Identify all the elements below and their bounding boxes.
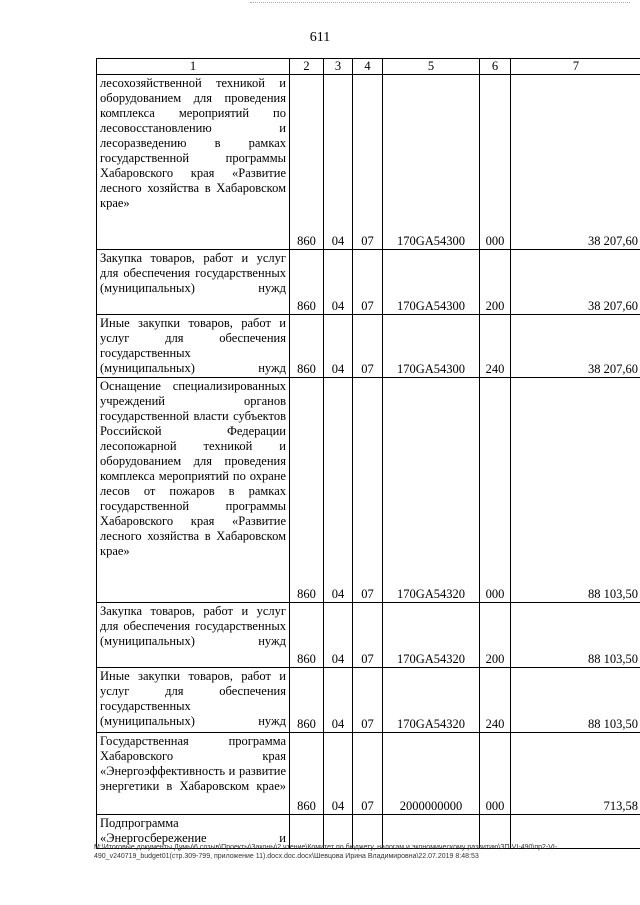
cell-amount: 88 103,50 (511, 378, 640, 603)
col-header: 2 (290, 59, 324, 75)
cell-c5: 170GA54300 (383, 75, 480, 250)
cell-c2: 860 (290, 378, 324, 603)
col-header: 7 (511, 59, 640, 75)
cell-c2: 860 (290, 603, 324, 668)
cell-c4: 07 (353, 378, 383, 603)
row-name: Закупка товаров, работ и услуг для обеспечения государственных (муниципальных) нужд (97, 250, 290, 315)
cell-c2: 860 (290, 668, 324, 733)
table-header-row (97, 59, 640, 75)
col-header: 1 (97, 59, 290, 75)
cell-amount: 38 207,60 (511, 315, 640, 378)
cell-c3: 04 (324, 603, 353, 668)
cell-c3: 04 (324, 733, 353, 815)
cell-c3: 04 (324, 250, 353, 315)
row-name: Государственная программа Хабаровского края «Энергоэффективность и развитие энергетики в Хабаровском крае» (97, 733, 290, 815)
cell-amount: 38 207,60 (511, 75, 640, 250)
cell-c2: 860 (290, 733, 324, 815)
cell-c6: 000 (480, 75, 511, 250)
cell-c4: 07 (353, 250, 383, 315)
cell-c6: 240 (480, 668, 511, 733)
cell-c5: 170GA54320 (383, 603, 480, 668)
table-row (97, 603, 640, 668)
row-name: Иные закупки товаров, работ и услуг для обеспечения государственных (муниципальных) нужд (97, 315, 290, 378)
col-header: 6 (480, 59, 511, 75)
cell-c4: 07 (353, 315, 383, 378)
col-header: 4 (353, 59, 383, 75)
cell-c5: 170GA54300 (383, 250, 480, 315)
cell-c2: 860 (290, 250, 324, 315)
cell-c6: 000 (480, 733, 511, 815)
cell-c3: 04 (324, 378, 353, 603)
cell-c2: 860 (290, 75, 324, 250)
row-name: Подпрограмма «Энергосбережение и (97, 815, 290, 849)
col-header: 5 (383, 59, 480, 75)
table-row (97, 315, 640, 378)
table-row (97, 668, 640, 733)
col-header: 3 (324, 59, 353, 75)
cell-amount: 38 207,60 (511, 250, 640, 315)
cell-c5: 170GA54320 (383, 668, 480, 733)
cell-c2: 860 (290, 315, 324, 378)
cell-c3: 04 (324, 315, 353, 378)
page-number: 611 (309, 30, 331, 45)
cell-amount: 88 103,50 (511, 668, 640, 733)
cell-c6: 200 (480, 250, 511, 315)
cell-c6: 240 (480, 315, 511, 378)
row-name: лесохозяйственной техникой и оборудованием для проведения комплекса мероприятий по лесовосстановлению и лесоразведению в рамках государственной программы Хабаровского края «Развитие лесного хозяйства в Хабаровском крае» (97, 75, 290, 250)
cell-c3: 04 (324, 668, 353, 733)
header-scan-marks (250, 2, 630, 9)
cell-c3: 04 (324, 75, 353, 250)
table-row (97, 75, 640, 250)
cell-c4: 07 (353, 668, 383, 733)
cell-c5: 170GA54320 (383, 378, 480, 603)
row-name: Иные закупки товаров, работ и услуг для обеспечения государственных (муниципальных) нужд (97, 668, 290, 733)
row-name: Закупка товаров, работ и услуг для обеспечения государственных (муниципальных) нужд (97, 603, 290, 668)
document-path-footer: M:\Итоговые документы Думы\6 созыв\Проекты\Законы\2 чтение\Комитет по бюджету, налогам и экономическому развитию\ЗП-VI-490\пр2-VI-490_v240719_budget01(стр.309-799, приложение 11).docx.doc.docx\Шевцова Ирина Владимировна\22.07.2019 8:48:53 (94, 844, 558, 860)
table-row (97, 250, 640, 315)
cell-c4: 07 (353, 75, 383, 250)
table-row (97, 378, 640, 603)
cell-c5: 2000000000 (383, 733, 480, 815)
cell-c6: 000 (480, 378, 511, 603)
row-name: Оснащение специализированных учреждений органов государственной власти субъектов Российской Федерации лесопожарной техникой и оборудованием для проведения комплекса мероприятий по охране лесов от пожаров в рамках государственной программы Хабаровского края «Развитие лесного хозяйства в Хабаровском крае» (97, 378, 290, 603)
cell-c6: 200 (480, 603, 511, 668)
cell-c4: 07 (353, 603, 383, 668)
cell-c4: 07 (353, 733, 383, 815)
budget-table (96, 58, 640, 849)
cell-amount: 713,58 (511, 733, 640, 815)
cell-amount: 88 103,50 (511, 603, 640, 668)
cell-c5: 170GA54300 (383, 315, 480, 378)
table-row (97, 733, 640, 815)
